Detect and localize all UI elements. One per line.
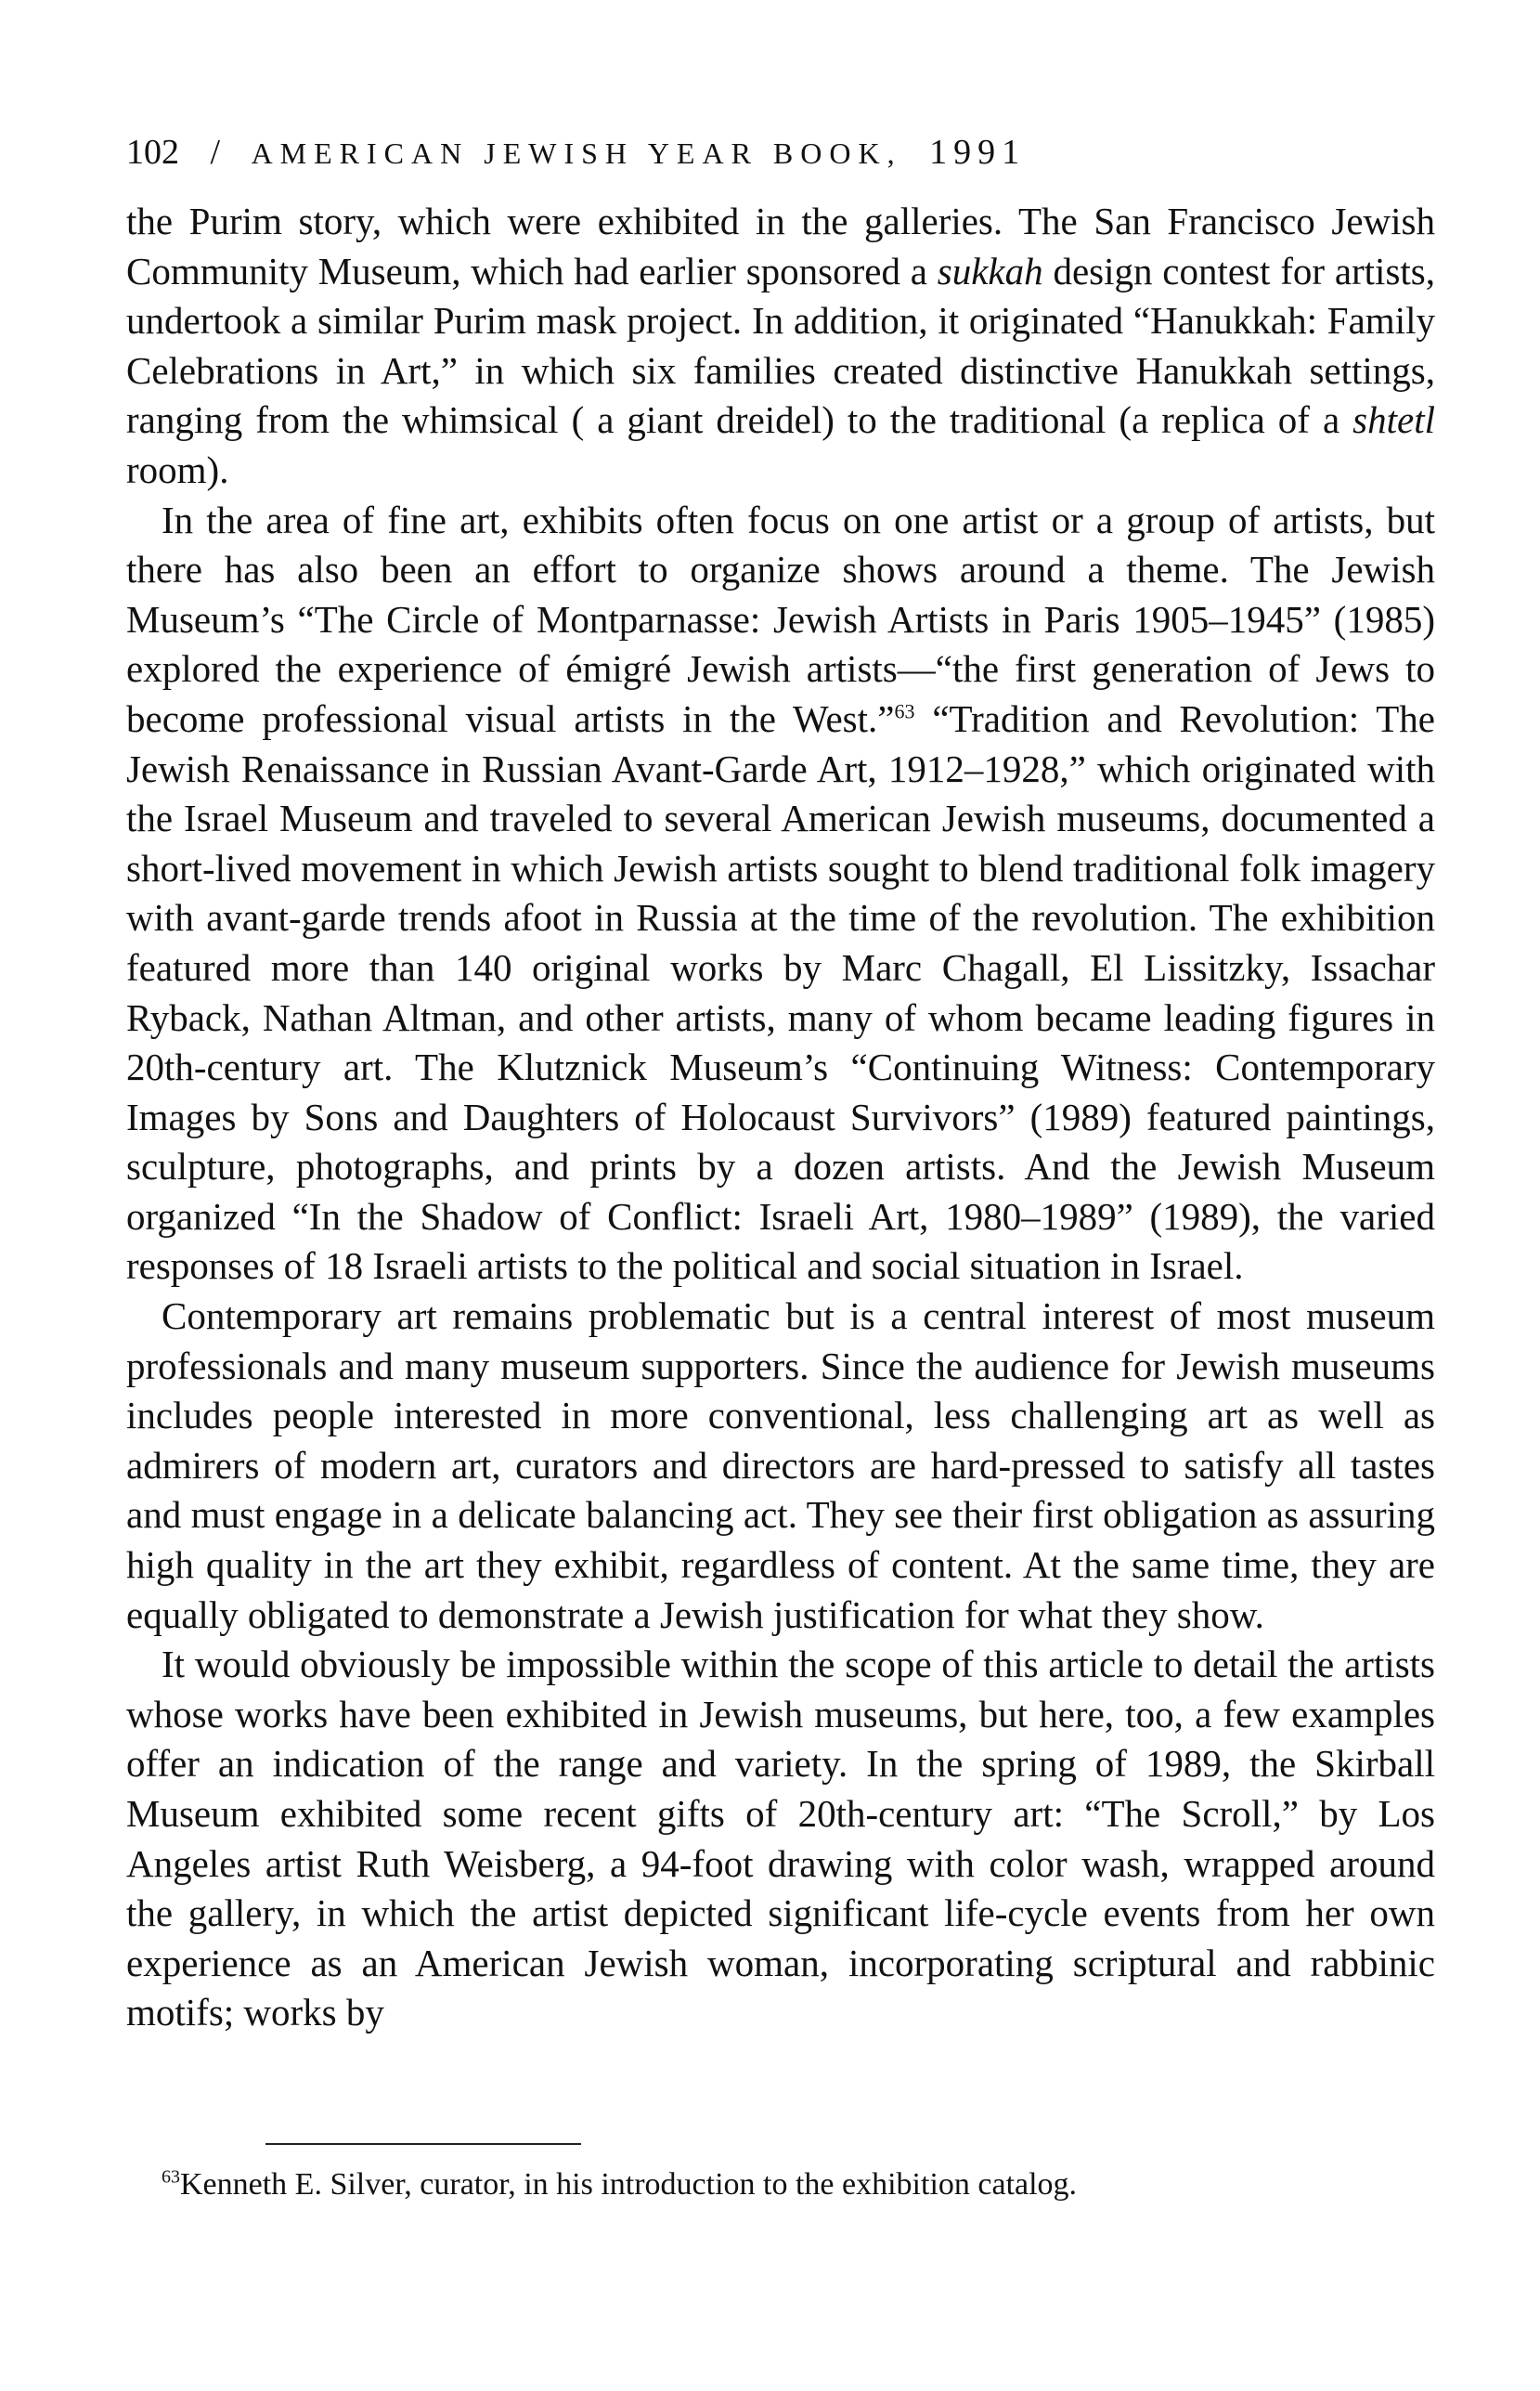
footnote-text: Kenneth E. Silver, curator, in his introduction to the exhibition catalog. [180, 2167, 1078, 2202]
paragraph: the Purim story, which were exhibited in the galleries. The San Francisco Jewish Community Museum, which had earlier sponsored a sukkah design contest for artists, undertook a similar Purim mask project. In addition, it originated “Hanukkah: Family Celebrations in Art,” in which six families created distinctive Hanukkah settings, ranging from the whimsical ( a giant dreidel) to the traditional (a replica of a shtetl room). [126, 200, 1435, 491]
header-separator: / [210, 133, 221, 172]
footnote-marker: 63 [162, 2166, 180, 2188]
publication-year: 1991 [929, 133, 1027, 172]
italic-term: shtetl [1352, 398, 1435, 442]
body-text [126, 197, 1435, 2038]
footnote-divider [265, 2143, 581, 2145]
paragraph: In the area of fine art, exhibits often focus on one artist or a group of artists, but there has also been an effort to organize shows around a theme. The Jewish Museum’s “The Circle of Montparnasse: Jewish Artists in Paris 1905–1945” (1985) explored the experience of émigré Jewish artists—“the first generation of Jews to become professional visual artists in the West.”$^{63}$ “Tradition and Revolution: The Jewish Renaissance in Russian Avant-Garde Art, 1912–1928,” which originated with the Israel Museum and traveled to several American Jewish museums, documented a short-lived movement in which Jewish artists sought to blend traditional folk imagery with avant-garde trends afoot in Russia at the time of the revolution. The exhibition featured more than 140 original works by Marc Chagall, El Lissitzky, Issachar Ryback, Nathan Altman, and other artists, many of whom became leading figures in 20th-century art. The Klutznick Museum’s “Continuing Witness: Contemporary Images by Sons and Daughters of Holocaust Survivors” (1989) featured paintings, sculpture, photographs, and prints by a dozen artists. And the Jewish Museum organized “In the Shadow of Conflict: Israeli Art, 1980–1989” (1989), the varied responses of 18 Israeli artists to the political and social situation in Israel. [126, 498, 1435, 1288]
footnote-reference[interactable]: 63 [894, 699, 915, 723]
running-head [126, 130, 1444, 175]
paragraph: It would obviously be impossible within the scope of this article to detail the artists whose works have been exhibited in Jewish museums, but here, too, a few examples offer an indication of the range and variety. In the spring of 1989, the Skirball Museum exhibited some recent gifts of 20th-century art: “The Scroll,” by Los Angeles artist Ruth Weisberg, a 94-foot drawing with color wash, wrapped around the gallery, in which the artist depicted significant life-cycle events from her own experience as an American Jewish woman, incorporating scriptural and rabbinic motifs; works by [126, 1643, 1435, 2034]
publication-title: AMERICAN JEWISH YEAR BOOK, [251, 136, 902, 170]
footnote [162, 2164, 1433, 2206]
paragraph: Contemporary art remains problematic but is a central interest of most museum professionals and many museum supporters. Since the audience for Jewish museums includes people interested in more conventional, less challenging art as well as admirers of modern art, curators and directors are hard-pressed to satisfy all tastes and must engage in a delicate balancing act. They see their first obligation as assuring high quality in the art they exhibit, regardless of content. At the same time, they are equally obligated to demonstrate a Jewish justification for what they show. [126, 1294, 1435, 1636]
page-number: 102 [126, 133, 179, 172]
italic-term: sukkah [937, 249, 1043, 292]
